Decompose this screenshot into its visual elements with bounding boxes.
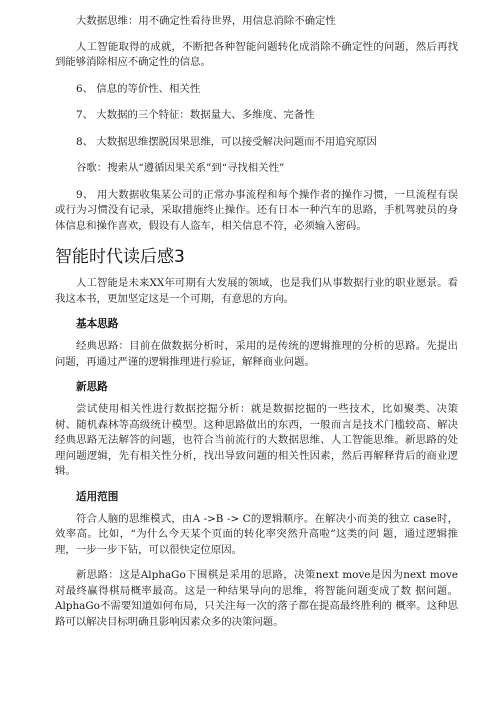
list-item-8: 8、 大数据思维摆脱因果思维，可以接受解决问题而不用追究原因 (76, 135, 377, 148)
subheading-scope: 适用范围 (76, 490, 119, 503)
subheading-basic-approach: 基本思路 (76, 318, 119, 330)
paragraph-new-approach: 尝试使用相关性进行数据挖掘分析：就是数据挖掘的一些技术，比如聚类、决策树、随机森林等高级统计模型。这种思路做出的东西，一般而言是技术门槛较高、解决经典思路无法解答的问题，也符合当前流行的大数据思维、人工智能思维。新思路的处理问题逻辑，先有相关性分析，找出导致问题的相关性因素，然后再解释背后的商业逻辑。 (55, 403, 458, 477)
paragraph-big-data-thinking: 大数据思维：用不确定性看待世界，用信息消除不确定性 (76, 15, 336, 27)
paragraph-ai-achievements: 人工智能取得的成就，不断把各种智能问题转化成消除不确定性的问题，然后再找到能够消除相应不确定性的信息。 (55, 40, 458, 68)
list-item-6: 6、 信息的等价性、相关性 (76, 82, 201, 95)
paragraph-scope-alphago: 新思路：这是AlphaGo下围棋是采用的思路，决策next move是因为next move对最终赢得棋局概率最高。这是一种结果导向的思维，将智能问题变成了数 据问题。AlphaGo不需要知道如何布局，只关注每一次的落子都在提高最终胜利的 概率。这种思路可以解决目标明确且影响因素众多的决策问题。 (55, 569, 458, 628)
paragraph-ai-intro: 人工智能是未来XX年可期有大发展的领域，也是我们从事数据行业的职业愿景。看我这本书，更加坚定这是一个可期，有意思的方向。 (55, 277, 458, 305)
section-heading: 智能时代读后感3 (55, 247, 185, 267)
paragraph-google-example: 谷歌：搜索从“遵循因果关系”到“寻找相关性” (76, 162, 285, 174)
subheading-new-approach: 新思路 (76, 381, 108, 393)
paragraph-scope-classic: 符合人脑的思维模式，由A ->B -> C的逻辑顺序。在解决小而美的独立 case时，效率高。比如，“为什么今天某个页面的转化率突然升高啦”这类的问 题，通过逻辑推理，一步一步下钻，可以很快定位原因。 (55, 512, 458, 556)
paragraph-classic-approach: 经典思路：目前在做数据分析时，采用的是传统的逻辑推理的分析的思路。先提出问题，再通过严谨的逻辑推理进行验证，解释商业问题。 (55, 340, 458, 368)
list-item-9: 9、 用大数据收集某公司的正常办事流程和每个操作者的操作习惯，一旦流程有误或行为习惯没有记录，采取措施终止操作。还有日本一种汽车的思路，手机驾驶员的身体信息和操作喜欢，假设有人盗车，相关信息不符，必须输入密码。 (55, 188, 458, 232)
list-item-7: 7、 大数据的三个特征：数据量大、多维度、完备性 (76, 109, 315, 121)
